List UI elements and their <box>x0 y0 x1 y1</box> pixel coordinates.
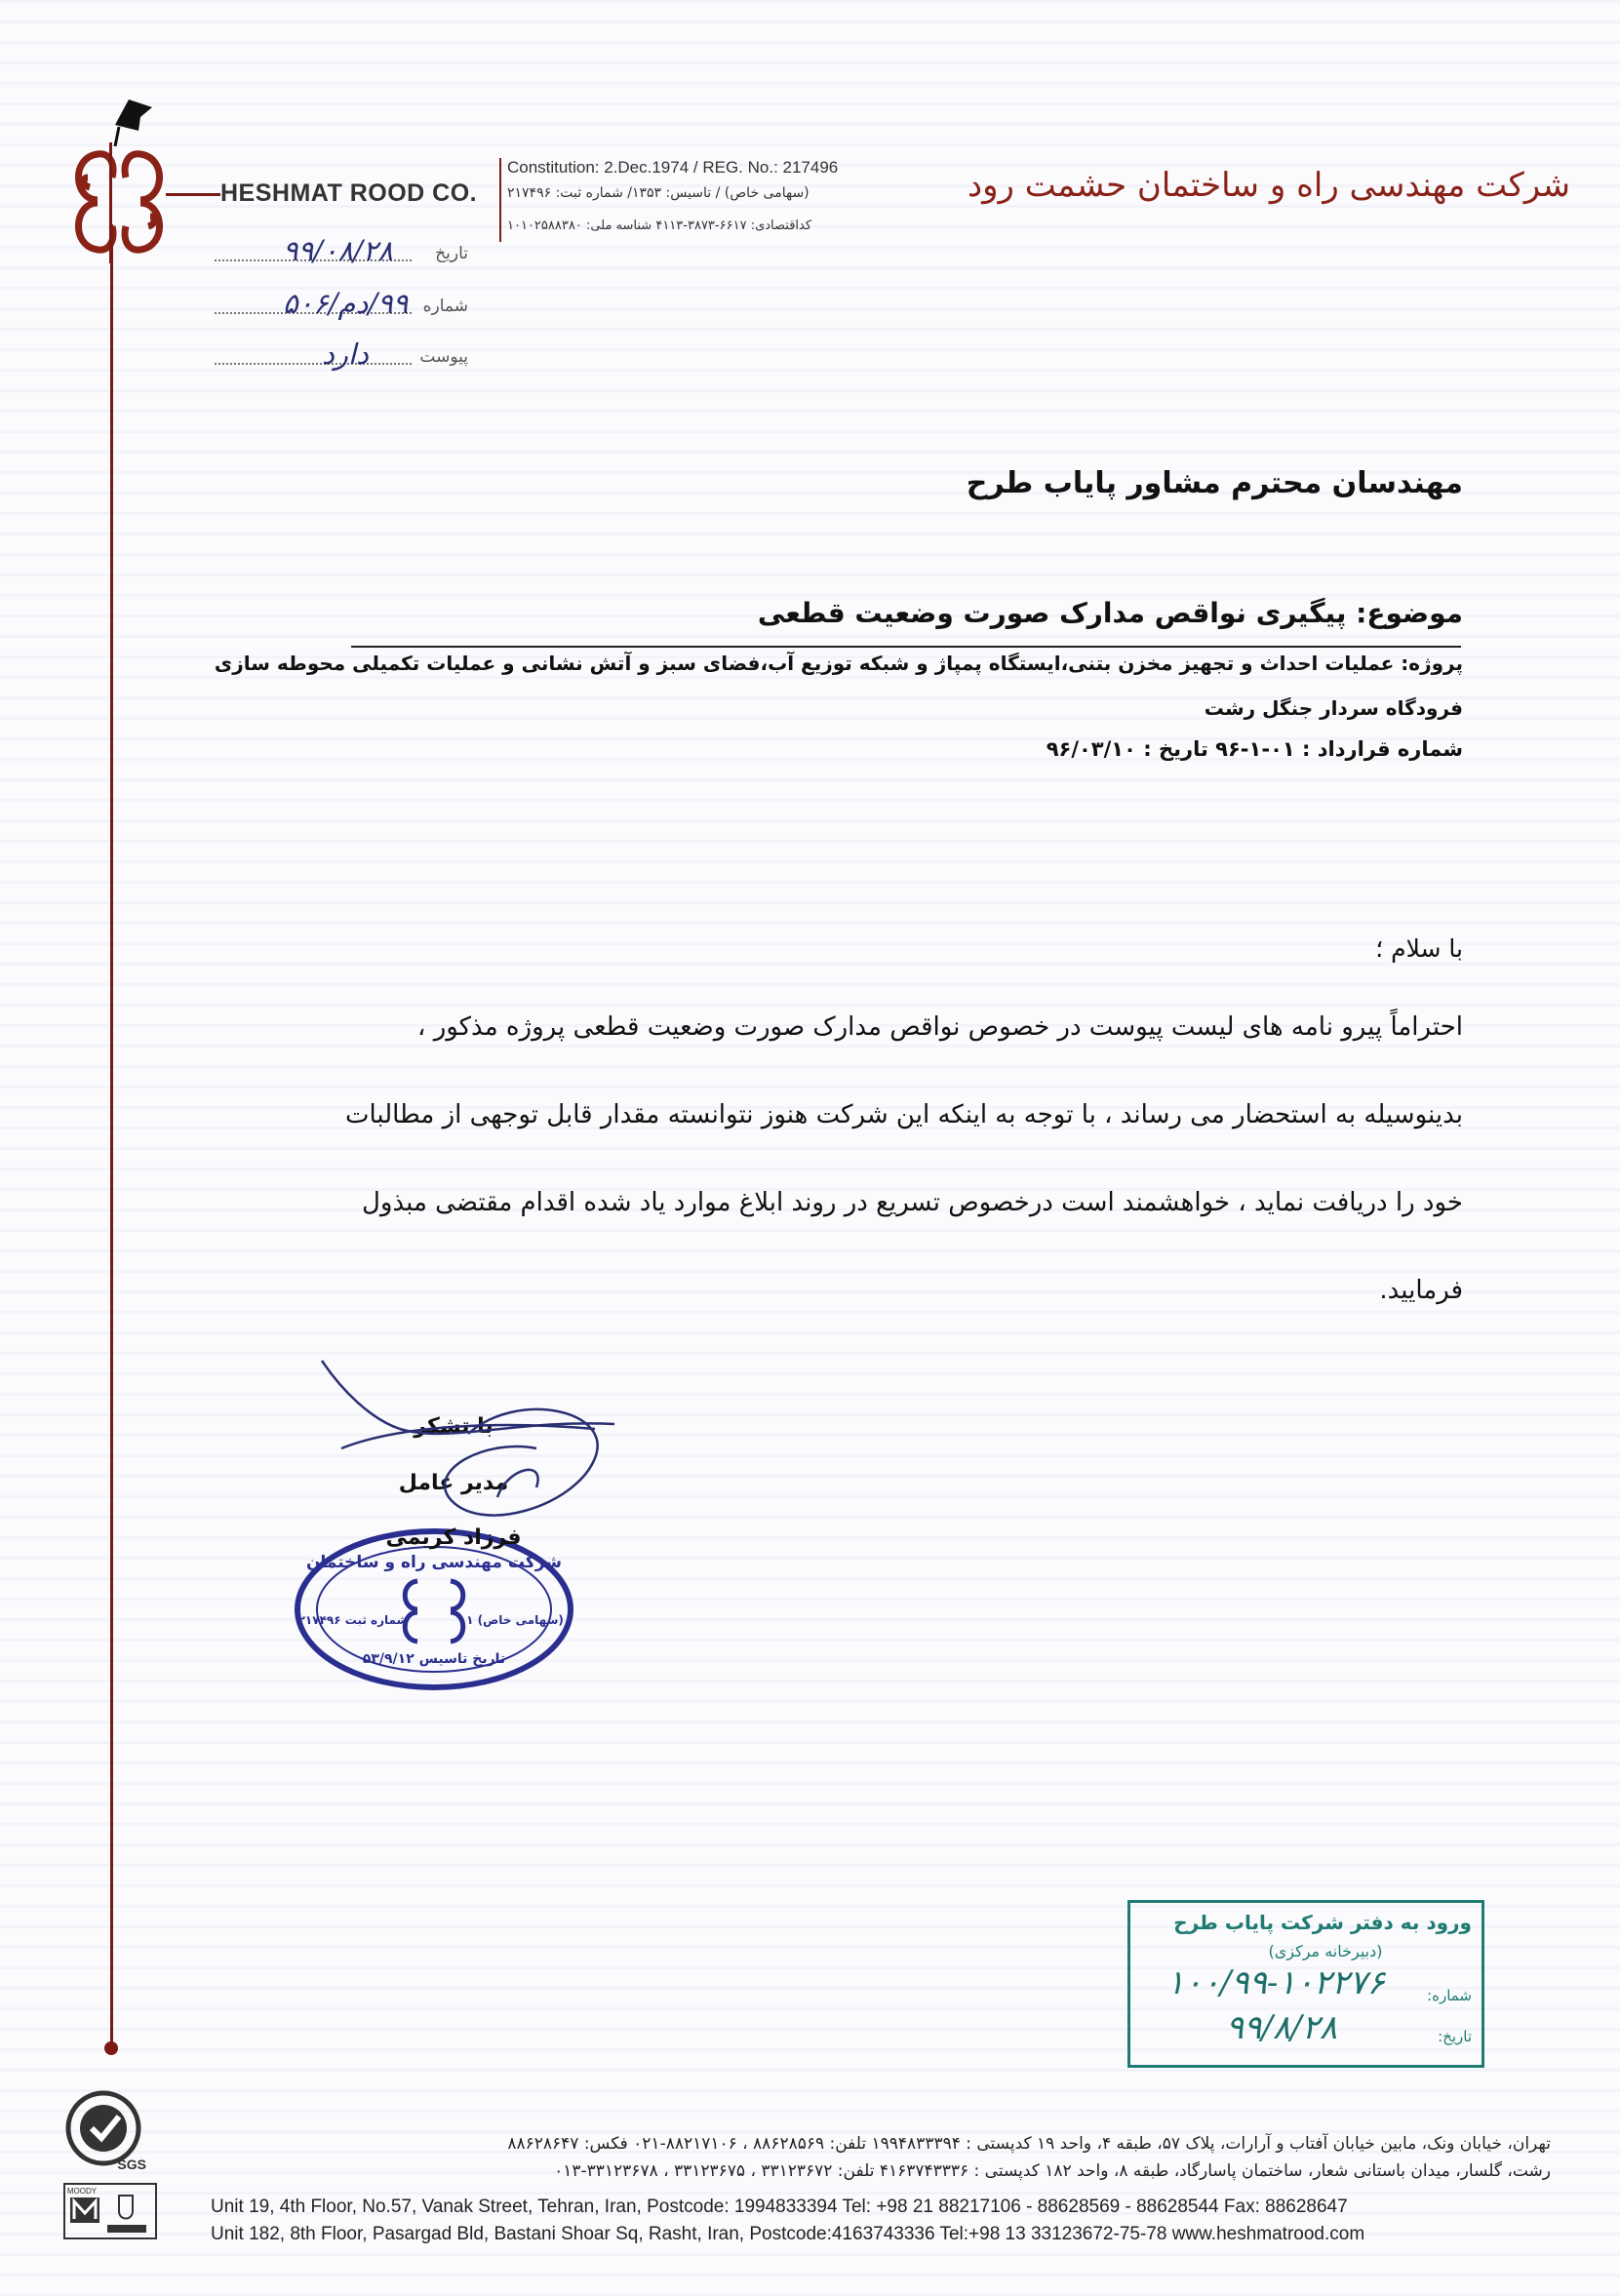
constitution-info: Constitution: 2.Dec.1974 / REG. No.: 217496 <box>507 158 839 177</box>
signer-name: فرزاد کریمی <box>385 1525 522 1550</box>
economic-code-fa: کداقتصادی: ۶۶۱۷-۳۸۷۳-۴۱۱۳ شناسه ملی: ۱۰۱۰۲۵۸۸۳۸۰ <box>507 218 812 233</box>
project-line-2: فرودگاه سردار جنگل رشت <box>1204 696 1463 720</box>
project-line-1: پروژه: عملیات احداث و تجهیز مخزن بتنی،ایستگاه پمپاژ و شبکه توزیع آب،فضای سبز و آتش نشانی و عملیات تکمیلی محوطه سازی <box>214 652 1463 675</box>
footer-address-rasht-en: Unit 182, 8th Floor, Pasargad Bld, Bastani Shoar Sq, Rasht, Iran, Postcode:4163743336 Tel:+98 13 33123672-75-78 www.heshmatrood.com <box>211 2224 1365 2244</box>
moody-certification-badge <box>62 2182 158 2240</box>
receipt-number-label: شماره: <box>1427 1987 1472 2004</box>
date-field <box>215 230 468 269</box>
footer-address-rasht-fa: رشت، گلسار، میدان باستانی شعار، ساختمان پاسارگاد، طبقه ۸، واحد ۱۸۲ کدپستی : ۴۱۶۳۷۴۳۳۳۶ تلفن: ۳۳۱۲۳۶۷۲ ، ۳۳۱۲۳۶۷۵ ، ۳۳۱۲۳۶۷۸-۰۱۳ <box>554 2161 1551 2181</box>
footer-address-tehran-fa: تهران، خیابان ونک، مابین خیابان آفتاب و آرارات، پلاک ۵۷، طبقه ۴، واحد ۱۹ کدپستی : ۱۹۹۴۸۳۳۳۹۴ تلفن: ۸۸۶۲۸۵۶۹ ، ۸۸۲۱۷۱۰۶-۰۲۱ فکس: ۸۸۶۲۸۶۴۷ <box>507 2134 1551 2154</box>
receipt-stamp-subtitle: (دبیرخانه مرکزی) <box>1268 1942 1383 1960</box>
seal-top-text: شرکت مهندسی راه و ساختمان <box>305 1553 563 1572</box>
attachment-value: دارد <box>322 337 369 371</box>
handwritten-signature <box>302 1351 634 1556</box>
paragraph-line: خود را دریافت نماید ، خواهشمند است درخصوص تسریع در روند ابلاغ موارد یاد شده اقدام مقتضی مبذول <box>362 1188 1463 1217</box>
receipt-number-value: ۱۰۰/۹۹-۱۰۲۲۷۶ <box>1166 1963 1385 2002</box>
number-field <box>215 283 468 322</box>
date-label: تاریخ <box>435 244 468 263</box>
attachment-label: پیوست <box>419 347 468 367</box>
footer-address-tehran-en: Unit 19, 4th Floor, No.57, Vanak Street, Tehran, Iran, Postcode: 1994833394 Tel: +98 21 88217106 - 88628569 - 88628544 Fax: 88628647 <box>211 2197 1348 2217</box>
seal-side-text: (سهامی خاص) ۱ <box>466 1613 564 1627</box>
header-divider <box>499 158 501 242</box>
attachment-dots <box>215 363 412 365</box>
cert1-text: SGS <box>117 2157 146 2172</box>
receipt-date-value: ۹۹/۸/۲۸ <box>1225 2008 1338 2047</box>
company-logo <box>59 49 195 263</box>
recipient-heading: مهندسان محترم مشاور پایاب طرح <box>966 466 1463 500</box>
receipt-date-label: تاریخ: <box>1438 2028 1472 2045</box>
attachment-field <box>215 334 468 373</box>
subject-underline <box>351 646 1461 648</box>
margin-rule <box>110 224 113 2048</box>
subject-line: موضوع: پیگیری نواقص مدارک صورت وضعیت قطعی <box>757 597 1463 629</box>
contract-line: شماره قرارداد : ۰۱-۱-۹۶ تاریخ : ۹۶/۰۳/۱۰ <box>1046 737 1463 761</box>
company-name-en: HESHMAT ROOD CO. <box>220 179 478 207</box>
seal-reg-text: شماره ثبت ۲۱۷۴۹۶ <box>297 1613 409 1627</box>
cert2-text: MOODY <box>66 2187 98 2196</box>
receipt-stamp <box>1127 1900 1484 2068</box>
paragraph-line: بدینوسیله به استحضار می رساند ، با توجه به اینکه این شرکت هنوز نتوانسته مقدار قابل توجهی از مطالبات <box>344 1100 1463 1129</box>
number-label: شماره <box>422 297 468 316</box>
signer-title: مدیر عامل <box>398 1471 509 1495</box>
paragraph-line: فرمایید. <box>1379 1276 1463 1305</box>
seal-est-text: تاریخ تاسیس ۵۳/۹/۱۲ <box>362 1651 506 1667</box>
date-value: ۹۹/۰۸/۲۸ <box>283 234 393 267</box>
iso-certification-badge <box>62 2087 156 2173</box>
margin-rule-dot <box>104 2041 118 2055</box>
registration-info-fa: (سهامی خاص) / تاسیس: ۱۳۵۳/ شماره ثبت: ۲۱۷۴۹۶ <box>507 185 810 201</box>
paragraph-line: احتراماً پیرو نامه های لیست پیوست در خصوص نواقص مدارک صورت وضعیت قطعی پروژه مذکور ، <box>417 1012 1463 1042</box>
closing-text: با تشکر <box>414 1414 494 1439</box>
number-value: ۹۹/دم/۵۰۶ <box>283 287 409 320</box>
company-name-fa: شرکت مهندسی راه و ساختمان حشمت رود <box>967 166 1570 205</box>
receipt-stamp-title: ورود به دفتر شرکت پایاب طرح <box>1173 1911 1472 1934</box>
greeting: با سلام ؛ <box>1375 934 1463 963</box>
logo-connector-rule <box>166 193 220 196</box>
